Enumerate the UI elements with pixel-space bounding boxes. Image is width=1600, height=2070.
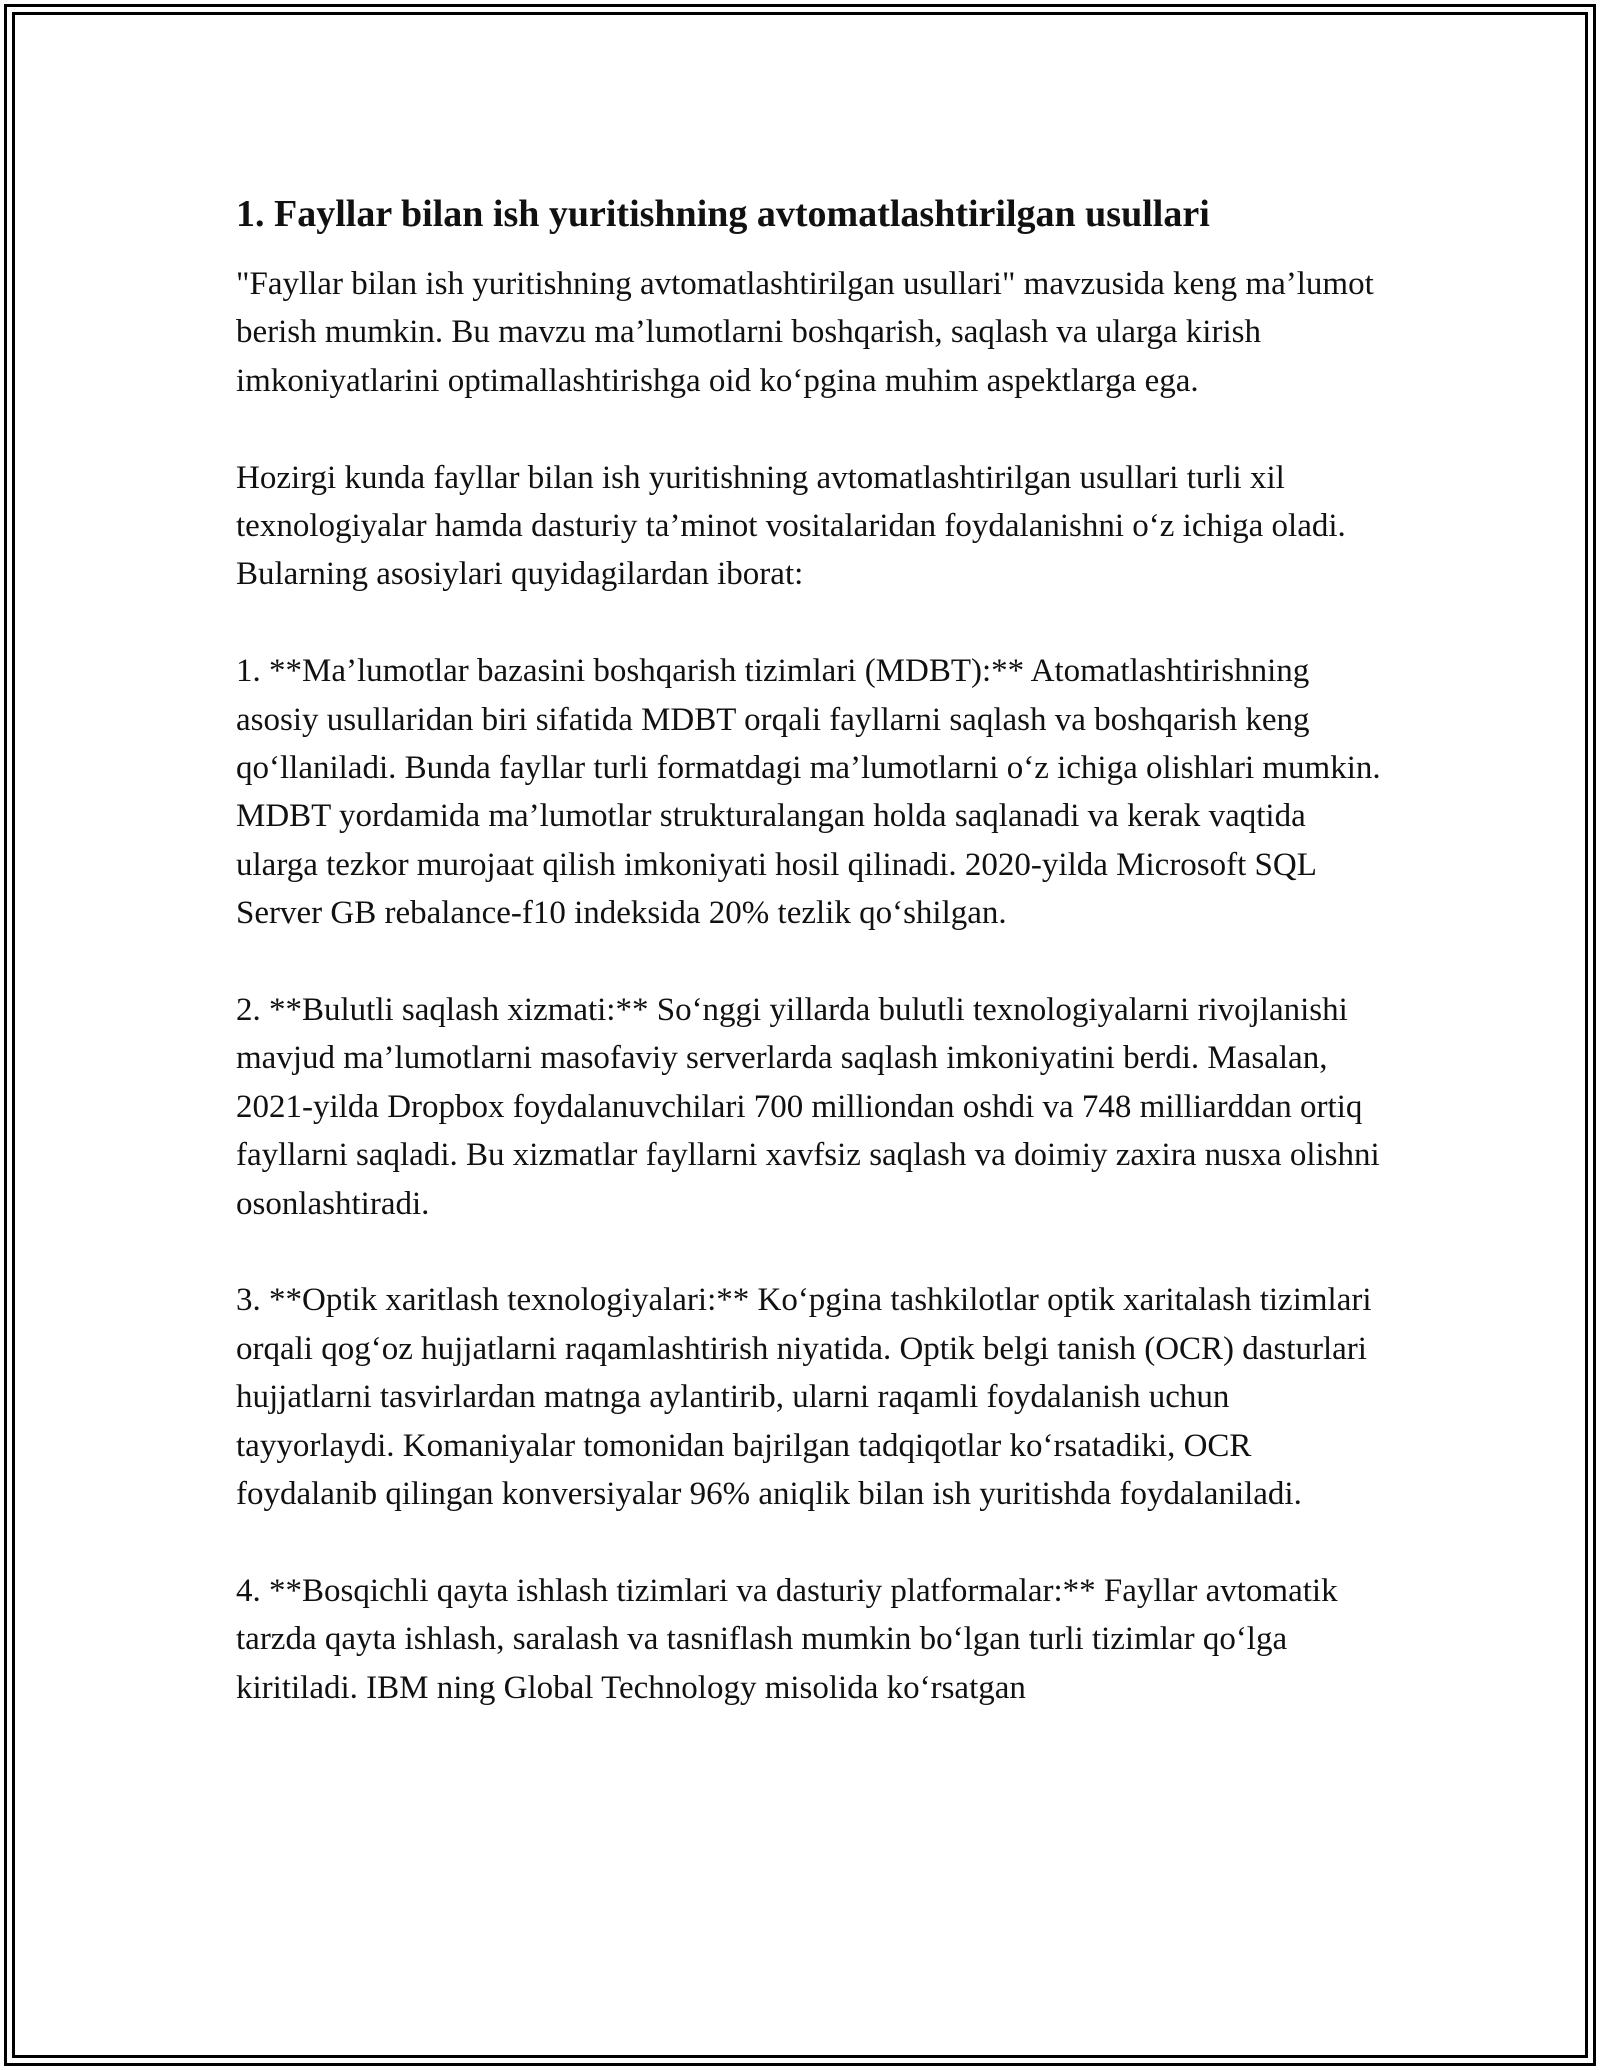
paragraph-item-4: 4. **Bosqichli qayta ishlash tizimlari va dasturiy platformalar:** Fayllar avtomatik tarzda qayta ishlash, saralash va tasniflash mumkin bo‘lgan turli tizimlar qo‘lga kiritiladi. IBM ning Global Technology misolida ko‘rsatgan [236,1572,1338,1706]
paragraph-item-3: 3. **Optik xaritlash texnologiyalari:** Ko‘pgina tashkilotlar optik xaritalash tizimlari orqali qog‘oz hujjatlarni raqamlashtirish niyatida. Optik belgi tanish (OCR) dasturlari hujjatlarni tasvirlardan matnga aylantirib, ularni raqamli foydalanish uchun tayyorlaydi. Komaniyalar tomonidan bajrilgan tadqiqotlar ko‘rsatadiki, OCR foydalanib qilingan konversiyalar 96% aniqlik bilan ish yuritishda foydalaniladi. [236,1282,1372,1513]
paragraph-overview: Hozirgi kunda fayllar bilan ish yuritishning avtomatlashtirilgan usullari turli xil texnologiyalar hamda dasturiy ta’minot vositalaridan foydalanishni o‘z ichiga oladi. Bularning asosiylari quyidagilardan iborat: [236,459,1346,593]
paragraph-item-1: 1. **Ma’lumotlar bazasini boshqarish tizimlari (MDBT):** Atomatlashtirishning asosiy usullaridan biri sifatida MDBT orqali fayllarni saqlash va boshqarish keng qo‘llaniladi. Bunda fayllar turli formatdagi ma’lumotlarni o‘z ichiga olishlari mumkin. MDBT yordamida ma’lumotlar strukturalangan holda saqlanadi va kerak vaqtida ularga tezkor murojaat qilish imkoniyati hosil qilinadi. 2020-yilda Microsoft SQL Server GB rebalance-f10 indeksida 20% tezlik qo‘shilgan. [236,653,1381,932]
paragraph-item-2: 2. **Bulutli saqlash xizmati:** So‘nggi yillarda bulutli texnologiyalarni rivojlanishi mavjud ma’lumotlarni masofaviy serverlarda saqlash imkoniyatini berdi. Masalan, 2021-yilda Dropbox foydalanuvchilari 700 milliondan oshdi va 748 milliarddan ortiq fayllarni saqladi. Bu xizmatlar fayllarni xavfsiz saqlash va doimiy zaxira nusxa olishni osonlashtiradi. [236,992,1380,1222]
paragraph-intro: "Fayllar bilan ish yuritishning avtomatlashtirilgan usullari" mavzusida keng ma’lumot berish mumkin. Bu mavzu ma’lumotlarni boshqarish, saqlash va ularga kirish imkoniyatlarini optimallashtirishga oid ko‘pgina muhim aspektlarga ega. [236,266,1374,399]
document-title: 1. Fayllar bilan ish yuritishning avtomatlashtirilgan usullari [236,193,1210,235]
document-body [236,188,1386,1712]
